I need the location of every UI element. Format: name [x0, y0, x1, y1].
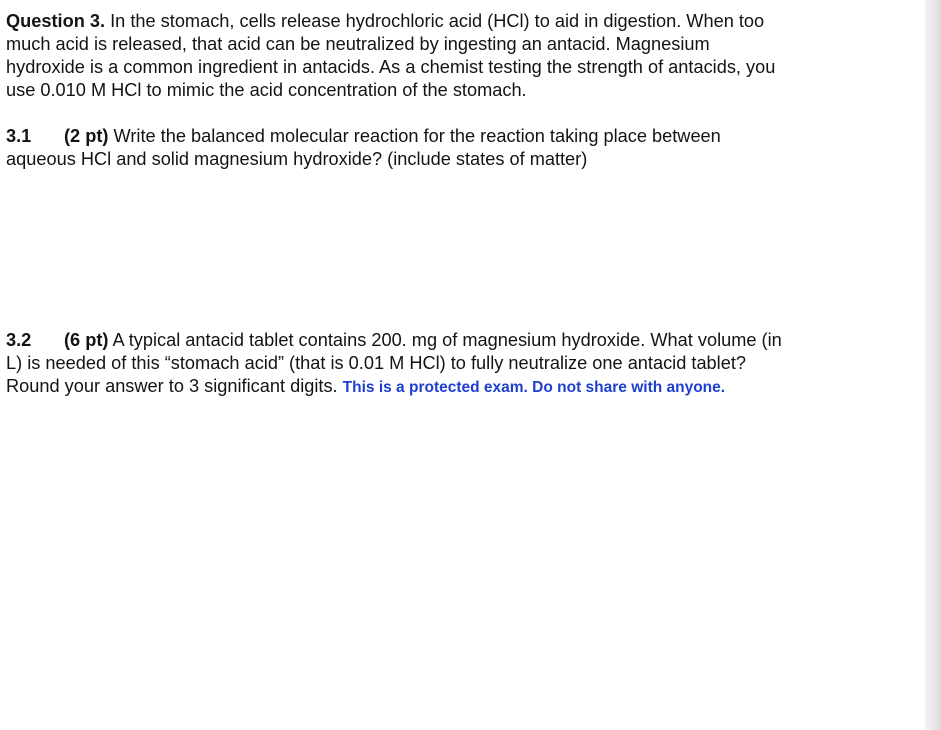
- part-3-1-number: 3.1: [6, 126, 32, 146]
- question-heading: Question 3.: [6, 11, 106, 31]
- intro-line-2: much acid is released, that acid can be neutralized by ingesting an antacid. Magnesium: [6, 34, 710, 54]
- intro-line-1: In the stomach, cells release hydrochloric acid (HCl) to aid in digestion. When too: [110, 11, 765, 31]
- part-3-2-line-2: L) is needed of this “stomach acid” (that is 0.01 M HCl) to fully neutralize one antacid tablet?: [6, 353, 746, 373]
- part-3-2-number: 3.2: [6, 330, 32, 350]
- part-3-2-points: (6 pt): [64, 330, 109, 350]
- part-3-2-line-3: Round your answer to 3 significant digits.: [6, 376, 338, 396]
- part-3-1-line-2: aqueous HCl and solid magnesium hydroxide? (include states of matter): [6, 149, 588, 169]
- intro-line-4: use 0.010 M HCl to mimic the acid concentration of the stomach.: [6, 80, 527, 100]
- question-intro: [6, 10, 911, 102]
- protected-exam-notice: This is a protected exam. Do not share with anyone.: [342, 379, 726, 396]
- page-edge-shadow: [925, 0, 941, 730]
- part-3-1-points: (2 pt): [64, 126, 109, 146]
- part-3-1: [6, 125, 911, 171]
- part-3-2-line-1: A typical antacid tablet contains 200. mg of magnesium hydroxide. What volume (in: [112, 330, 782, 350]
- part-3-2: [6, 329, 911, 399]
- intro-line-3: hydroxide is a common ingredient in antacids. As a chemist testing the strength of antacids, you: [6, 57, 776, 77]
- part-3-1-line-1: Write the balanced molecular reaction for the reaction taking place between: [113, 126, 721, 146]
